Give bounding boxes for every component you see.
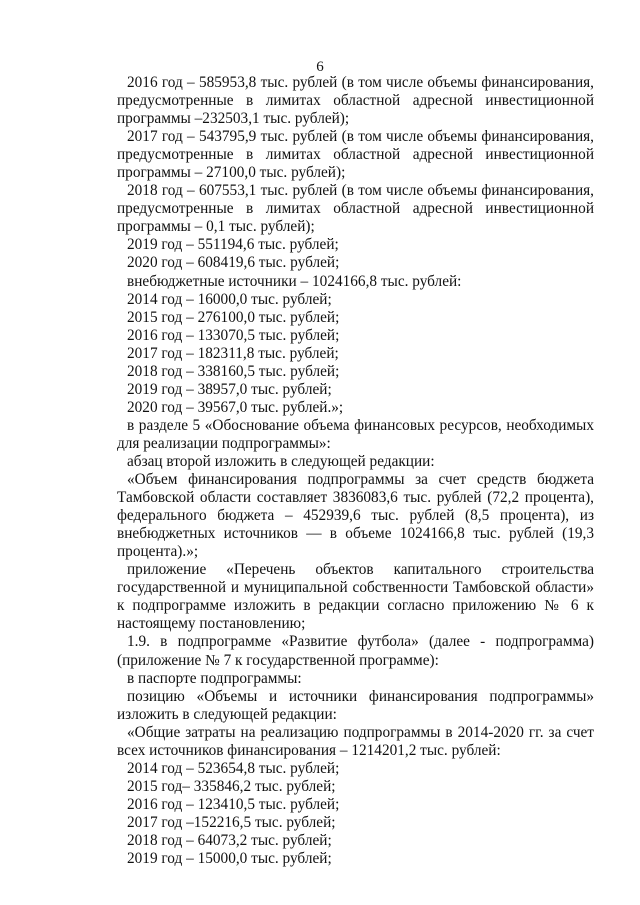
paragraph: 2017 год – 182311,8 тыс. рублей;: [127, 344, 339, 362]
document-body: [117, 74, 594, 868]
page-number: 6: [316, 59, 324, 75]
paragraph: 2020 год – 39567,0 тыс. рублей.»;: [127, 398, 344, 416]
paragraph: 1.9. в подпрограмме «Развитие футбола» (далее - подпрограмма) (приложение № 7 к государственной программе):: [117, 633, 594, 669]
paragraph: 2019 год – 551194,6 тыс. рублей;: [127, 236, 339, 254]
paragraph: 2015 год– 335846,2 тыс. рублей;: [127, 777, 336, 795]
paragraph: 2019 год – 15000,0 тыс. рублей;: [127, 850, 332, 868]
paragraph: 2018 год – 338160,5 тыс. рублей;: [127, 362, 340, 380]
paragraph: 2017 год – 543795,9 тыс. рублей (в том числе объемы финансирования, предусмотренные в лимитах областной адресной инвестиционной программы – 27100,0 тыс. рублей);: [117, 128, 594, 182]
paragraph: 2018 год – 64073,2 тыс. рублей;: [127, 831, 332, 849]
paragraph: в разделе 5 «Обоснование объема финансовых ресурсов, необходимых для реализации подпрограммы»:: [117, 416, 594, 452]
paragraph: «Объем финансирования подпрограммы за счет средств бюджета Тамбовской области составляет 3836083,6 тыс. рублей (72,2 процента), федерального бюджета – 452939,6 тыс. рублей (8,5 процента), из внебюджетных источников — в объеме 1024166,8 тыс. рублей (19,3 процента).»;: [117, 471, 594, 561]
paragraph: внебюджетные источники – 1024166,8 тыс. рублей:: [127, 272, 462, 290]
paragraph: 2017 год –152216,5 тыс. рублей;: [127, 813, 336, 831]
paragraph: 2019 год – 38957,0 тыс. рублей;: [127, 380, 332, 398]
paragraph: 2016 год – 123410,5 тыс. рублей;: [127, 795, 340, 813]
paragraph: 2016 год – 585953,8 тыс. рублей (в том числе объемы финансирования, предусмотренные в лимитах областной адресной инвестиционной программы –232503,1 тыс. рублей);: [117, 74, 594, 128]
paragraph: в паспорте подпрограммы:: [127, 669, 302, 687]
paragraph: позицию «Объемы и источники финансирования подпрограммы» изложить в следующей редакции:: [117, 687, 594, 723]
paragraph: 2018 год – 607553,1 тыс. рублей (в том числе объемы финансирования, предусмотренные в лимитах областной адресной инвестиционной программы – 0,1 тыс. рублей);: [117, 182, 594, 236]
paragraph: 2020 год – 608419,6 тыс. рублей;: [127, 254, 340, 272]
paragraph: 2016 год – 133070,5 тыс. рублей;: [127, 326, 340, 344]
paragraph: «Общие затраты на реализацию подпрограммы в 2014-2020 гг. за счет всех источников финансирования – 1214201,2 тыс. рублей:: [117, 723, 594, 759]
paragraph: абзац второй изложить в следующей редакции:: [127, 452, 435, 470]
paragraph: 2014 год – 16000,0 тыс. рублей;: [127, 290, 332, 308]
paragraph: приложение «Перечень объектов капитального строительства государственной и муниципальной собственности Тамбовской области» к подпрограмме изложить в редакции согласно приложению № 6 к настоящему постановлению;: [117, 561, 594, 633]
paragraph: 2015 год – 276100,0 тыс. рублей;: [127, 308, 340, 326]
paragraph: 2014 год – 523654,8 тыс. рублей;: [127, 759, 340, 777]
